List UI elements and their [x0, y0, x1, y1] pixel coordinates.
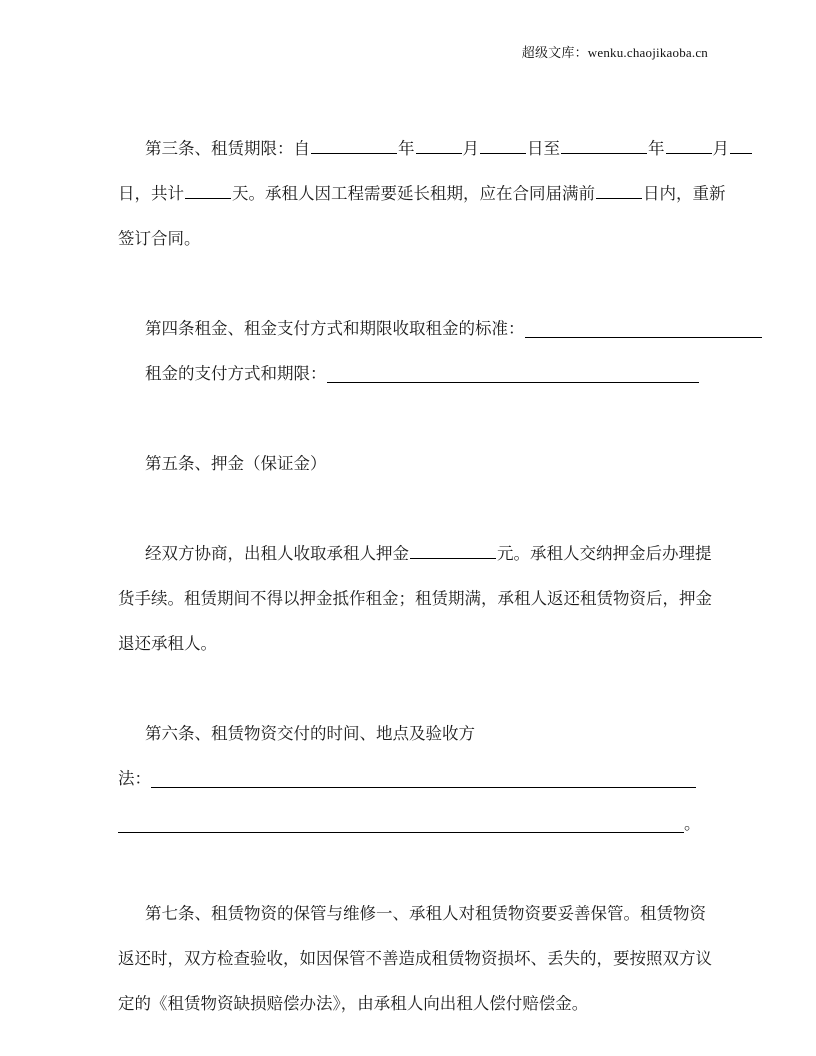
clause-5-line-3 [118, 621, 698, 666]
clause-7-line-2 [118, 936, 712, 981]
clause-5-text-2: 元。承租人交纳押金后办理提 [497, 544, 712, 563]
clause-3-blank-end-month[interactable] [666, 136, 712, 154]
clause-5-line-2 [118, 576, 712, 621]
document-body [118, 126, 729, 1026]
clause-4-line-1 [118, 306, 698, 351]
clause-3-line-3 [118, 216, 698, 261]
clause-5-blank-deposit-amount[interactable] [410, 541, 496, 559]
clause-3-blank-total-days[interactable] [185, 181, 231, 199]
clause-6-line-2 [118, 756, 698, 801]
clause-3-line-2 [118, 171, 726, 216]
gap-after-clause-5-heading [118, 486, 698, 531]
clause-6-method-field-line-2[interactable] [118, 816, 684, 833]
clause-6-method-label: 法： [118, 769, 151, 788]
clause-7-text-3: 定的《租赁物资缺损赔偿办法》，由承租人向出租人偿付赔偿金。 [118, 994, 589, 1013]
clause-3-unit-year-2: 年 [648, 139, 665, 158]
clause-4-line-2 [118, 351, 698, 396]
clause-5-heading [118, 441, 698, 486]
clause-3-blank-end-year[interactable] [561, 136, 647, 154]
clause-4-payment-terms-label: 租金的支付方式和期限： [145, 364, 327, 383]
clause-7-text-2: 返还时，双方检查验收，如因保管不善造成租赁物资损坏、丢失的，要按照双方议 [118, 949, 712, 968]
clause-3-text-4: 日内，重新 [643, 184, 726, 203]
clause-3-blank-end-day[interactable] [730, 136, 752, 154]
clause-4-rent-standard-field[interactable] [525, 321, 762, 338]
clause-5-heading-text: 第五条、押金（保证金） [145, 454, 327, 473]
clause-6-line-3 [118, 801, 701, 846]
clause-3-unit-year-1: 年 [398, 139, 415, 158]
clause-3-blank-start-day[interactable] [480, 136, 526, 154]
clause-5-text-4: 退还承租人。 [118, 634, 217, 653]
clause-3-text-to: 日至 [527, 139, 560, 158]
clause-5-text-1: 经双方协商，出租人收取承租人押金 [145, 544, 409, 563]
clause-5-line-1 [118, 531, 712, 576]
clause-6-trailing-period: 。 [684, 814, 701, 833]
clause-4-payment-terms-field[interactable] [327, 366, 699, 383]
clause-3-text-3: 天。承租人因工程需要延长租期，应在合同届满前 [232, 184, 595, 203]
clause-3-text-5: 签订合同。 [118, 229, 201, 248]
clause-3-text-2: 日，共计 [118, 184, 184, 203]
clause-3-unit-month-1: 月 [462, 139, 479, 158]
clause-4-rent-standard-label: 第四条租金、租金支付方式和期限收取租金的标准： [145, 319, 525, 338]
gap-after-clause-4 [118, 396, 698, 441]
gap-after-clause-3 [118, 261, 698, 306]
clause-3-text-1: 第三条、租赁期限：自 [145, 139, 310, 158]
clause-7-line-3 [118, 981, 698, 1026]
clause-3-blank-start-year[interactable] [311, 136, 397, 154]
clause-3-blank-notice-days[interactable] [596, 181, 642, 199]
clause-3-blank-start-month[interactable] [416, 136, 462, 154]
clause-6-heading-text: 第六条、租赁物资交付的时间、地点及验收方 [145, 724, 475, 743]
clause-3-line-1 [118, 126, 729, 171]
clause-6-heading [118, 711, 698, 756]
clause-6-method-field-line-1[interactable] [151, 771, 696, 788]
clause-3-unit-month-2: 月 [712, 139, 729, 158]
clause-5-text-3: 货手续。租赁期间不得以押金抵作租金；租赁期满，承租人返还租赁物资后，押金 [118, 589, 712, 608]
watermark-source-text: 超级文库：wenku.chaojikaoba.cn [521, 45, 708, 60]
clause-7-text-1: 第七条、租赁物资的保管与维修一、承租人对租赁物资要妥善保管。租赁物资 [145, 904, 706, 923]
gap-after-clause-5 [118, 666, 698, 711]
page-header [0, 44, 816, 68]
clause-7-line-1 [118, 891, 706, 936]
gap-after-clause-6 [118, 846, 698, 891]
